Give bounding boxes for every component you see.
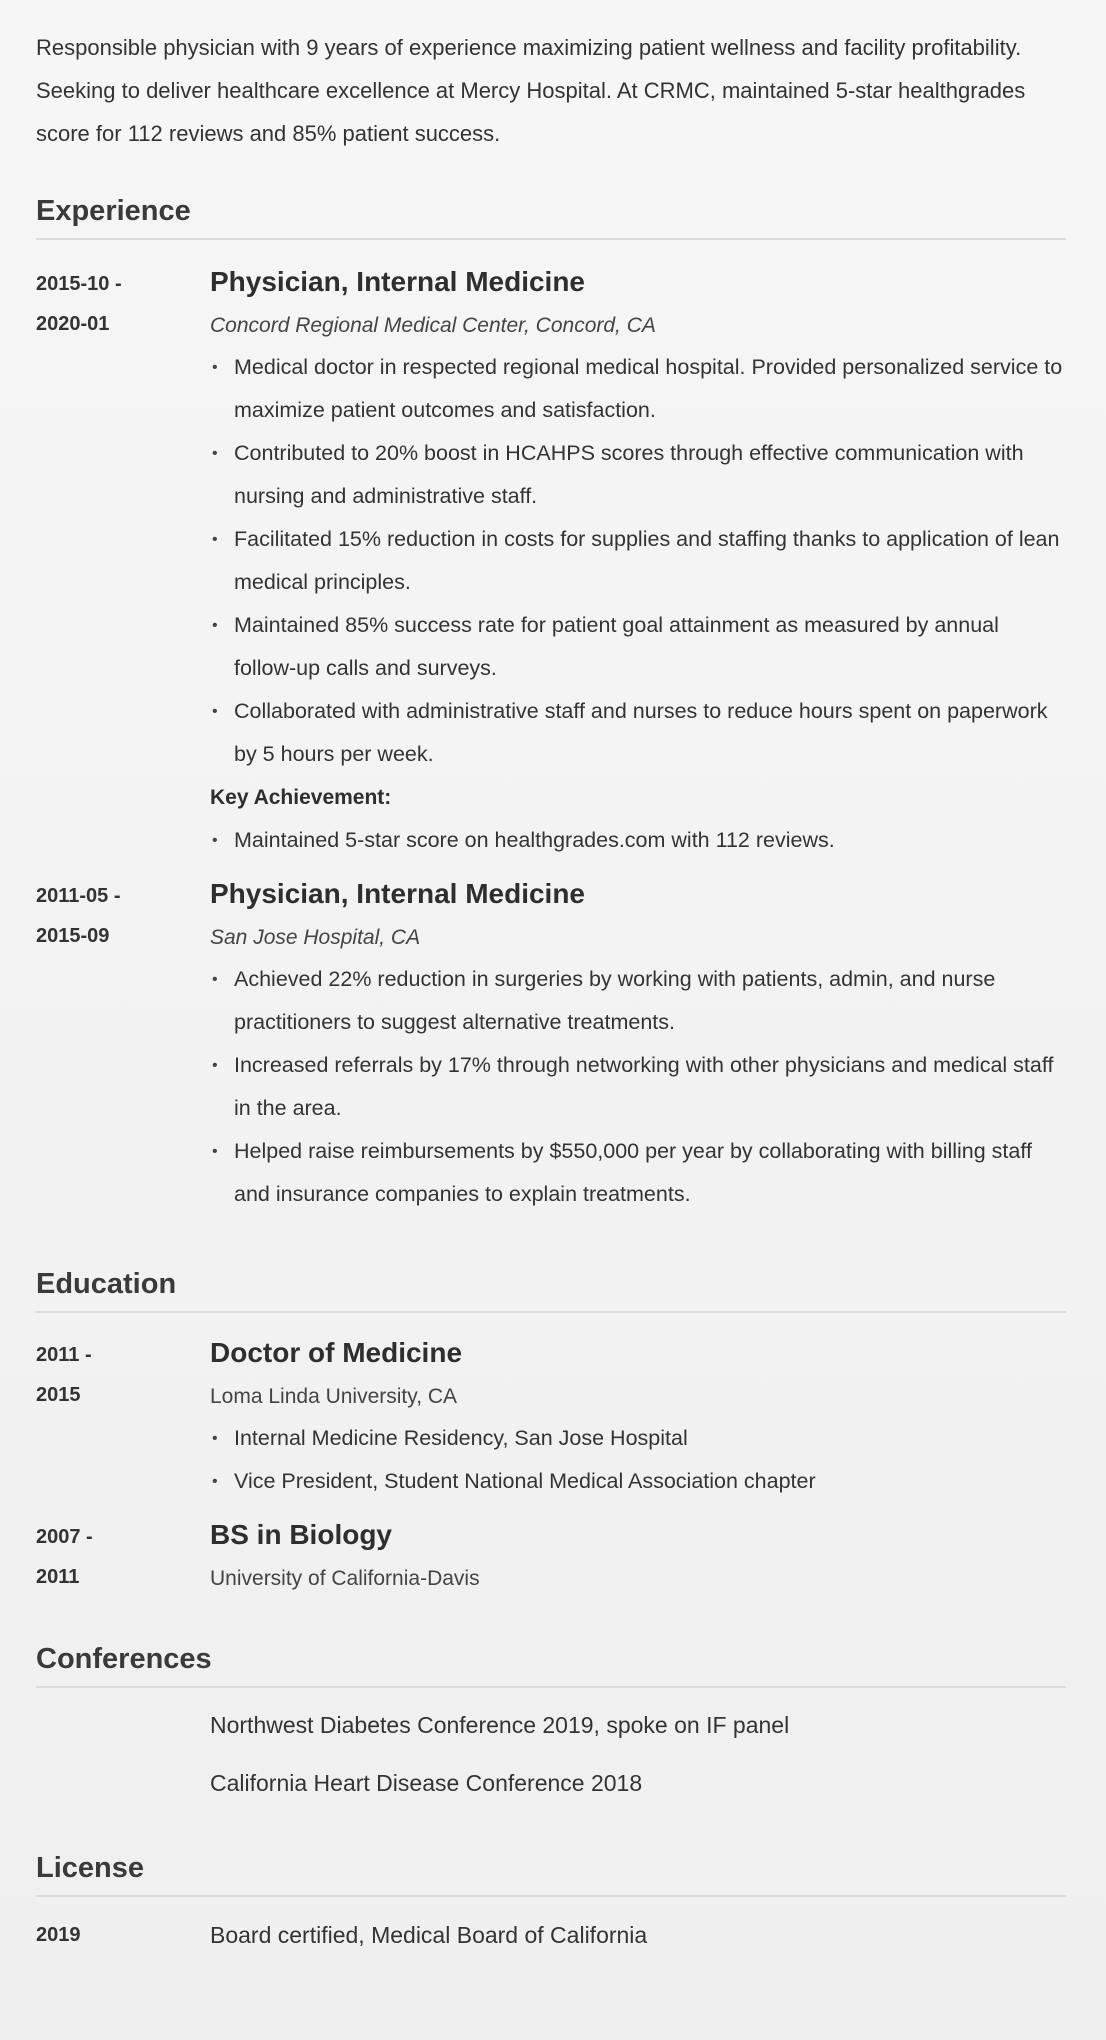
job-date: [36, 874, 210, 1216]
license-date: 2019: [36, 1924, 81, 1946]
conferences-row: [36, 1696, 1066, 1812]
bullet-icon: •: [212, 531, 218, 548]
education-date: [36, 1515, 210, 1599]
job-body: [210, 262, 1066, 862]
education-section: [36, 1268, 1066, 1599]
date-end: 2011: [36, 1566, 80, 1588]
section-title-experience: Experience: [36, 195, 1066, 240]
license-body: [210, 1915, 1066, 1955]
license-text: Board certified, Medical Board of California: [210, 1922, 648, 1948]
bullet-text: Collaborated with administrative staff and nurses to reduce hours spent on paperwork by 5 hours per week.: [234, 699, 1048, 766]
conferences-section: [36, 1643, 1066, 1812]
license-section: [36, 1852, 1066, 1955]
bullet-text: Medical doctor in respected regional medical hospital. Provided personalized service to maximize patient outcomes and satisfaction.: [234, 355, 1063, 422]
bullet-icon: •: [212, 1143, 218, 1160]
list-item: [210, 604, 1066, 690]
date-start: 2011-05 -: [36, 885, 121, 907]
education-body: [210, 1333, 1066, 1503]
date-start: 2011 -: [36, 1344, 92, 1366]
section-title-education: Education: [36, 1268, 1066, 1313]
bullet-icon: •: [212, 1430, 218, 1447]
list-item: [210, 690, 1066, 776]
list-item: [210, 958, 1066, 1044]
list-item: [210, 1460, 1066, 1503]
job-date: [36, 262, 210, 862]
list-item: [210, 346, 1066, 432]
conferences-body: [210, 1696, 1066, 1812]
experience-section: [36, 195, 1066, 1216]
degree-title: BS in Biology: [210, 1519, 392, 1550]
education-body: [210, 1515, 1066, 1599]
bullet-text: Maintained 85% success rate for patient goal attainment as measured by annual follow-up calls and surveys.: [234, 613, 999, 680]
list-item: [210, 1130, 1066, 1216]
date-end: 2015: [36, 1384, 81, 1406]
school-name: Loma Linda University, CA: [210, 1385, 458, 1408]
summary-text: Responsible physician with 9 years of experience maximizing patient wellness and facility profitability. Seeking to deliver healthcare excellence at Mercy Hospital. At CRMC, maintained 5-star healthgrades score for 112 reviews and 85% patient success.: [36, 35, 1026, 146]
bullet-icon: •: [212, 971, 218, 988]
bullet-text: Internal Medicine Residency, San Jose Hospital: [234, 1426, 688, 1450]
education-date: [36, 1333, 210, 1503]
bullet-text: Contributed to 20% boost in HCAHPS scores through effective communication with nursing and administrative staff.: [234, 441, 1024, 508]
job-employer: Concord Regional Medical Center, Concord, CA: [210, 314, 656, 337]
section-title-conferences: Conferences: [36, 1643, 1066, 1688]
list-item: [210, 432, 1066, 518]
list-item: [210, 819, 1066, 862]
bullet-text: Helped raise reimbursements by $550,000 per year by collaborating with billing staff and insurance companies to explain treatments.: [234, 1139, 1032, 1206]
conference-item: Northwest Diabetes Conference 2019, spoke on IF panel: [210, 1712, 790, 1738]
job-entry: [36, 874, 1066, 1216]
key-achievement-bullets: [210, 819, 1066, 862]
date-start: 2015-10 -: [36, 273, 122, 295]
education-entry: [36, 1333, 1066, 1503]
conferences-date-spacer: [36, 1696, 210, 1812]
education-entry: [36, 1515, 1066, 1599]
section-title-license: License: [36, 1852, 1066, 1897]
bullet-icon: •: [212, 1473, 218, 1490]
bullet-text: Achieved 22% reduction in surgeries by working with patients, admin, and nurse practitioners to suggest alternative treatments.: [234, 967, 996, 1034]
date-start: 2007 -: [36, 1526, 93, 1548]
date-end: 2020-01: [36, 313, 110, 335]
license-row: [36, 1915, 1066, 1955]
bullet-icon: •: [212, 617, 218, 634]
date-end: 2015-09: [36, 925, 110, 947]
job-body: [210, 874, 1066, 1216]
list-item: [210, 518, 1066, 604]
bullet-icon: •: [212, 832, 218, 849]
bullet-icon: •: [212, 359, 218, 376]
job-bullets: [210, 346, 1066, 776]
degree-title: Doctor of Medicine: [210, 1337, 463, 1368]
bullet-text: Maintained 5-star score on healthgrades.com with 112 reviews.: [234, 828, 835, 852]
bullet-icon: •: [212, 703, 218, 720]
bullet-text: Increased referrals by 17% through networking with other physicians and medical staff in the area.: [234, 1053, 1054, 1120]
job-employer: San Jose Hospital, CA: [210, 926, 421, 949]
job-title: Physician, Internal Medicine: [210, 266, 586, 297]
list-item: [210, 1417, 1066, 1460]
education-bullets: [210, 1417, 1066, 1503]
bullet-text: Vice President, Student National Medical Association chapter: [234, 1469, 816, 1493]
bullet-text: Facilitated 15% reduction in costs for supplies and staffing thanks to application of lean medical principles.: [234, 527, 1060, 594]
list-item: [210, 1044, 1066, 1130]
conference-item: California Heart Disease Conference 2018: [210, 1770, 643, 1796]
job-entry: [36, 262, 1066, 862]
job-title: Physician, Internal Medicine: [210, 878, 586, 909]
key-achievement-label: Key Achievement:: [210, 786, 392, 809]
job-bullets: [210, 958, 1066, 1216]
school-name: University of California-Davis: [210, 1567, 480, 1590]
bullet-icon: •: [212, 1057, 218, 1074]
bullet-icon: •: [212, 445, 218, 462]
